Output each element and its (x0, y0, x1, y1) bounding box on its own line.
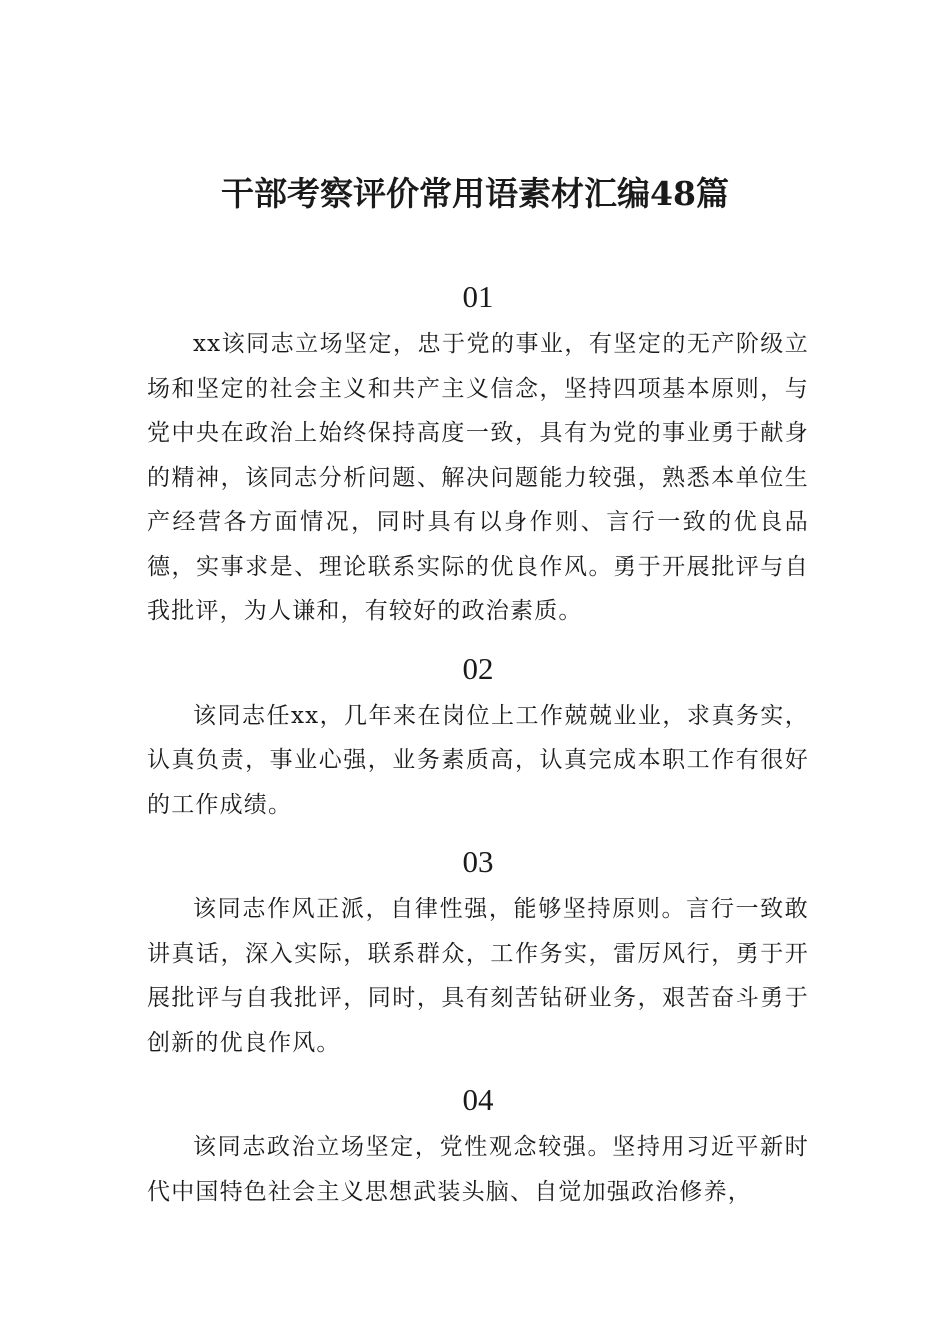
section-02 (147, 644, 809, 828)
section-paragraph: xx该同志立场坚定，忠于党的事业，有坚定的无产阶级立场和坚定的社会主义和共产主义信念，坚持四项基本原则，与党中央在政治上始终保持高度一致，具有为党的事业勇于献身的精神，该同志分析问题、解决问题能力较强，熟悉本单位生产经营各方面情况，同时具有以身作则、言行一致的优良品德，实事求是、理论联系实际的优良作风。勇于开展批评与自我批评，为人谦和，有较好的政治素质。 (147, 331, 809, 624)
section-number: 01 (462, 279, 494, 314)
section-paragraph: 该同志作风正派，自律性强，能够坚持原则。言行一致敢讲真话，深入实际，联系群众，工作务实，雷厉风行，勇于开展批评与自我批评，同时，具有刻苦钻研业务，艰苦奋斗勇于创新的优良作风。 (147, 896, 809, 1056)
section-04 (147, 1075, 809, 1214)
section-number: 02 (462, 650, 494, 686)
section-number: 03 (462, 844, 494, 879)
document-body (147, 272, 809, 1224)
section-03 (147, 837, 809, 1065)
section-01 (147, 272, 809, 634)
section-paragraph: 该同志任xx，几年来在岗位上工作兢兢业业，求真务实，认真负责，事业心强，业务素质高，认真完成本职工作有很好的工作成绩。 (147, 702, 809, 818)
section-number: 04 (462, 1082, 494, 1117)
document-title: 干部考察评价常用语素材汇编48篇 (221, 174, 729, 213)
section-paragraph: 该同志政治立场坚定，党性观念较强。坚持用习近平新时代中国特色社会主义思想武装头脑、自觉加强政治修养， (147, 1134, 809, 1205)
